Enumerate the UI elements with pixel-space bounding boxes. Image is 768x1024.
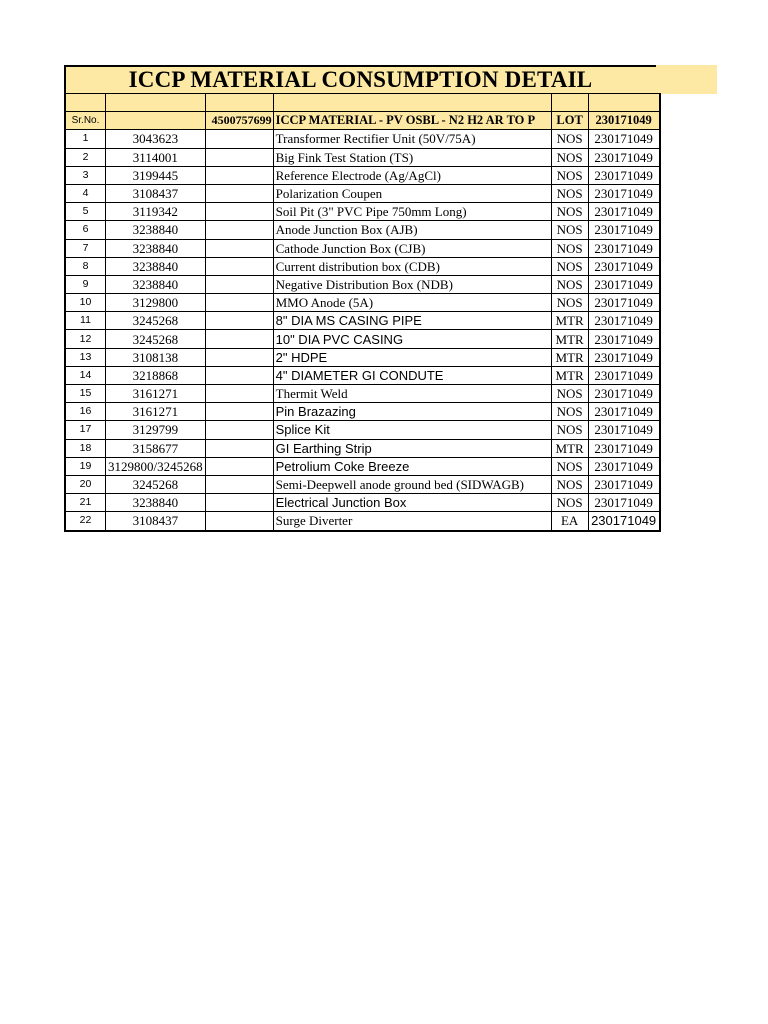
material-code[interactable]: 3108437 <box>106 184 206 202</box>
unit[interactable]: NOS <box>551 494 588 512</box>
sr-number[interactable]: 7 <box>65 239 106 257</box>
unit[interactable]: MTR <box>551 439 588 457</box>
lot-number[interactable]: 230171049 <box>588 475 660 493</box>
lot-number[interactable]: 230171049 <box>588 294 660 312</box>
table-row <box>65 294 660 312</box>
material-code[interactable]: 3245268 <box>106 312 206 330</box>
sr-number[interactable]: 16 <box>65 403 106 421</box>
table-row <box>65 257 660 275</box>
lot-number[interactable]: 230171049 <box>588 457 660 475</box>
material-description[interactable]: Pin Brazazing <box>273 403 551 421</box>
cell[interactable] <box>106 94 206 112</box>
sr-number[interactable]: 11 <box>65 312 106 330</box>
lot-number[interactable]: 230171049 <box>588 166 660 184</box>
sr-number[interactable]: 15 <box>65 385 106 403</box>
sr-number[interactable]: 2 <box>65 148 106 166</box>
sr-number[interactable]: 18 <box>65 439 106 457</box>
po-cell[interactable] <box>205 166 273 184</box>
unit[interactable]: NOS <box>551 148 588 166</box>
header-description[interactable]: ICCP MATERIAL - PV OSBL - N2 H2 AR TO P <box>273 112 551 130</box>
po-cell[interactable] <box>205 439 273 457</box>
material-code[interactable]: 3114001 <box>106 148 206 166</box>
material-description[interactable]: 2" HDPE <box>273 348 551 366</box>
lot-number[interactable]: 230171049 <box>588 366 660 384</box>
material-description[interactable]: Semi-Deepwell anode ground bed (SIDWAGB) <box>273 475 551 493</box>
material-code[interactable]: 3108437 <box>106 512 206 531</box>
po-cell[interactable] <box>205 275 273 293</box>
lot-number[interactable]: 230171049 <box>588 421 660 439</box>
table-row <box>65 366 660 384</box>
lot-number[interactable]: 230171049 <box>588 403 660 421</box>
material-code[interactable]: 3238840 <box>106 275 206 293</box>
lot-number[interactable]: 230171049 <box>588 439 660 457</box>
material-description[interactable]: 10" DIA PVC CASING <box>273 330 551 348</box>
sr-number[interactable]: 9 <box>65 275 106 293</box>
sr-number[interactable]: 8 <box>65 257 106 275</box>
po-cell[interactable] <box>205 494 273 512</box>
unit[interactable]: EA <box>551 512 588 531</box>
table-row <box>65 403 660 421</box>
table-row <box>65 203 660 221</box>
table-row <box>65 385 660 403</box>
table-row <box>65 439 660 457</box>
po-cell[interactable] <box>205 239 273 257</box>
po-cell[interactable] <box>205 512 273 531</box>
material-code[interactable]: 3129800 <box>106 294 206 312</box>
material-code[interactable]: 3218868 <box>106 366 206 384</box>
unit[interactable]: NOS <box>551 475 588 493</box>
po-cell[interactable] <box>205 148 273 166</box>
unit[interactable]: MTR <box>551 312 588 330</box>
cell[interactable] <box>551 94 588 112</box>
material-description[interactable]: Negative Distribution Box (NDB) <box>273 275 551 293</box>
lot-number[interactable]: 230171049 <box>588 148 660 166</box>
material-description[interactable]: Surge Diverter <box>273 512 551 531</box>
table-row <box>65 184 660 202</box>
table-row <box>65 221 660 239</box>
unit[interactable]: MTR <box>551 330 588 348</box>
material-description[interactable]: Big Fink Test Station (TS) <box>273 148 551 166</box>
material-code[interactable]: 3158677 <box>106 439 206 457</box>
material-table <box>64 93 661 532</box>
material-description[interactable]: Soil Pit (3" PVC Pipe 750mm Long) <box>273 203 551 221</box>
sr-number[interactable]: 6 <box>65 221 106 239</box>
unit[interactable]: MTR <box>551 366 588 384</box>
header-unit[interactable]: LOT <box>551 112 588 130</box>
unit[interactable]: MTR <box>551 348 588 366</box>
sr-number[interactable]: 5 <box>65 203 106 221</box>
sr-number[interactable]: 20 <box>65 475 106 493</box>
material-code[interactable]: 3043623 <box>106 130 206 148</box>
material-code[interactable]: 3119342 <box>106 203 206 221</box>
unit[interactable]: NOS <box>551 221 588 239</box>
lot-number[interactable]: 230171049 <box>588 130 660 148</box>
unit[interactable]: NOS <box>551 275 588 293</box>
unit[interactable]: NOS <box>551 385 588 403</box>
table-row <box>65 494 660 512</box>
table-row <box>65 512 660 531</box>
sr-number[interactable]: 14 <box>65 366 106 384</box>
lot-number[interactable]: 230171049 <box>588 348 660 366</box>
sr-number[interactable]: 1 <box>65 130 106 148</box>
po-cell[interactable] <box>205 366 273 384</box>
material-code[interactable]: 3161271 <box>106 385 206 403</box>
lot-number[interactable]: 230171049 <box>588 257 660 275</box>
sr-number[interactable]: 4 <box>65 184 106 202</box>
header-po-number[interactable]: 4500757699 <box>205 112 273 130</box>
material-code[interactable]: 3129800/3245268 <box>106 457 206 475</box>
lot-number[interactable]: 230171049 <box>588 494 660 512</box>
material-code[interactable]: 3199445 <box>106 166 206 184</box>
table-row <box>65 130 660 148</box>
material-description[interactable]: Reference Electrode (Ag/AgCl) <box>273 166 551 184</box>
po-cell[interactable] <box>205 403 273 421</box>
table-row <box>65 239 660 257</box>
po-cell[interactable] <box>205 348 273 366</box>
blank-row <box>65 94 660 112</box>
po-cell[interactable] <box>205 130 273 148</box>
material-description[interactable]: Petrolium Coke Breeze <box>273 457 551 475</box>
cell[interactable] <box>205 94 273 112</box>
header-srno[interactable]: Sr.No. <box>65 112 106 130</box>
sr-number[interactable]: 21 <box>65 494 106 512</box>
lot-number[interactable]: 230171049 <box>588 184 660 202</box>
sr-number[interactable]: 3 <box>65 166 106 184</box>
table-row <box>65 330 660 348</box>
po-cell[interactable] <box>205 457 273 475</box>
po-cell[interactable] <box>205 294 273 312</box>
sr-number[interactable]: 22 <box>65 512 106 531</box>
lot-number[interactable]: 230171049 <box>588 512 660 531</box>
lot-number[interactable]: 230171049 <box>588 312 660 330</box>
material-description[interactable]: Transformer Rectifier Unit (50V/75A) <box>273 130 551 148</box>
lot-number[interactable]: 230171049 <box>588 221 660 239</box>
material-description[interactable]: GI Earthing Strip <box>273 439 551 457</box>
material-description[interactable]: Electrical Junction Box <box>273 494 551 512</box>
unit[interactable]: NOS <box>551 421 588 439</box>
material-code[interactable]: 3238840 <box>106 494 206 512</box>
po-cell[interactable] <box>205 312 273 330</box>
header-code[interactable] <box>106 112 206 130</box>
material-code[interactable]: 3238840 <box>106 257 206 275</box>
material-code[interactable]: 3245268 <box>106 475 206 493</box>
table-row <box>65 475 660 493</box>
po-cell[interactable] <box>205 203 273 221</box>
material-code[interactable]: 3129799 <box>106 421 206 439</box>
material-code[interactable]: 3238840 <box>106 221 206 239</box>
sr-number[interactable]: 10 <box>65 294 106 312</box>
unit[interactable]: NOS <box>551 457 588 475</box>
po-cell[interactable] <box>205 421 273 439</box>
unit[interactable]: NOS <box>551 184 588 202</box>
material-description[interactable]: Polarization Coupen <box>273 184 551 202</box>
table-row <box>65 348 660 366</box>
cell[interactable] <box>273 94 551 112</box>
material-description[interactable]: Anode Junction Box (AJB) <box>273 221 551 239</box>
unit[interactable]: NOS <box>551 203 588 221</box>
cell[interactable] <box>65 94 106 112</box>
lot-number[interactable]: 230171049 <box>588 203 660 221</box>
unit[interactable]: NOS <box>551 257 588 275</box>
lot-number[interactable]: 230171049 <box>588 385 660 403</box>
unit[interactable]: NOS <box>551 130 588 148</box>
sr-number[interactable]: 12 <box>65 330 106 348</box>
table-row <box>65 421 660 439</box>
unit[interactable]: NOS <box>551 294 588 312</box>
lot-number[interactable]: 230171049 <box>588 239 660 257</box>
po-cell[interactable] <box>205 221 273 239</box>
material-description[interactable]: Cathode Junction Box (CJB) <box>273 239 551 257</box>
material-description[interactable]: Current distribution box (CDB) <box>273 257 551 275</box>
po-cell[interactable] <box>205 257 273 275</box>
header-row <box>65 112 660 130</box>
material-description[interactable]: 8" DIA MS CASING PIPE <box>273 312 551 330</box>
material-description[interactable]: 4" DIAMETER GI CONDUTE <box>273 366 551 384</box>
material-code[interactable]: 3238840 <box>106 239 206 257</box>
po-cell[interactable] <box>205 475 273 493</box>
unit[interactable]: NOS <box>551 166 588 184</box>
sr-number[interactable]: 13 <box>65 348 106 366</box>
header-lot[interactable]: 230171049 <box>588 112 660 130</box>
material-code[interactable]: 3108138 <box>106 348 206 366</box>
material-code[interactable]: 3161271 <box>106 403 206 421</box>
sr-number[interactable]: 19 <box>65 457 106 475</box>
po-cell[interactable] <box>205 184 273 202</box>
material-description[interactable]: MMO Anode (5A) <box>273 294 551 312</box>
table-row <box>65 148 660 166</box>
lot-number[interactable]: 230171049 <box>588 330 660 348</box>
sheet-title: ICCP MATERIAL CONSUMPTION DETAIL <box>128 66 593 92</box>
unit[interactable]: NOS <box>551 239 588 257</box>
material-description[interactable]: Thermit Weld <box>273 385 551 403</box>
sr-number[interactable]: 17 <box>65 421 106 439</box>
table-row <box>65 275 660 293</box>
table-row <box>65 312 660 330</box>
material-code[interactable]: 3245268 <box>106 330 206 348</box>
table-row <box>65 166 660 184</box>
po-cell[interactable] <box>205 385 273 403</box>
unit[interactable]: NOS <box>551 403 588 421</box>
material-description[interactable]: Splice Kit <box>273 421 551 439</box>
po-cell[interactable] <box>205 330 273 348</box>
cell[interactable] <box>588 94 660 112</box>
lot-number[interactable]: 230171049 <box>588 275 660 293</box>
table-row <box>65 457 660 475</box>
